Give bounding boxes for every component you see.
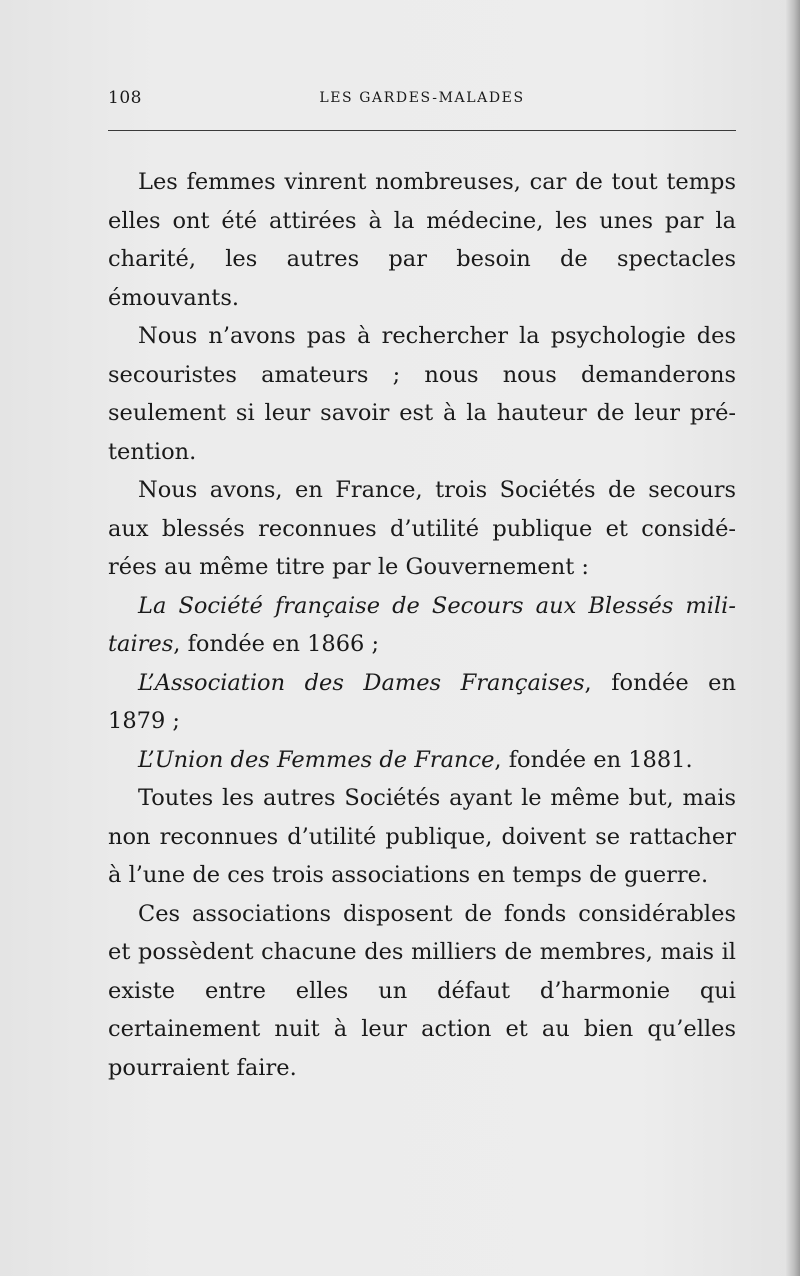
society-name-1: La Société française de Secours aux Blessés militaires — [108, 592, 736, 657]
society-name-2: L’Association des Dames Françaises — [138, 669, 585, 696]
society-name-3: L’Union des Femmes de France — [138, 746, 495, 773]
paragraph-7: Toutes les autres Sociétés ayant le même but, mais non reconnues d’utilité publique, doivent se rattacher à l’une de ces trois associations en temps de guerre. — [108, 785, 736, 888]
society-item-2 — [108, 664, 736, 741]
page-edge-shadow — [786, 0, 800, 1276]
page-number: 108 — [108, 88, 142, 108]
society-date-2: , fondée en 1879 ; — [108, 669, 736, 734]
paragraph-3: Nous avons, en France, trois Sociétés de secours aux blessés reconnues d’utilité publique et considérées au même titre par le Gouvernement : — [108, 477, 736, 580]
society-item-1 — [108, 587, 736, 664]
paragraph-1: Les femmes vinrent nombreuses, car de tout temps elles ont été attirées à la médecine, les unes par la charité, les autres par besoin de spectacles émouvants. — [108, 169, 736, 311]
society-item-3 — [108, 741, 736, 780]
society-date-1: , fondée en 1866 ; — [173, 631, 380, 657]
body-text — [108, 163, 736, 1087]
paragraph-2: Nous n’avons pas à rechercher la psychologie des secouristes amateurs ; nous nous demanderons seulement si leur savoir est à la hauteur de leur prétention. — [108, 323, 736, 465]
header-rule — [108, 130, 736, 131]
society-date-3: , fondée en 1881. — [494, 746, 693, 773]
paragraph-8: Ces associations disposent de fonds considérables et possèdent chacune des milliers de membres, mais il existe entre elles un défaut d’harmonie qui certainement nuit à leur action et au bien qu’elles pourraient faire. — [108, 900, 736, 1081]
page-header — [108, 88, 736, 112]
running-title: LES GARDES-MALADES — [319, 90, 525, 106]
